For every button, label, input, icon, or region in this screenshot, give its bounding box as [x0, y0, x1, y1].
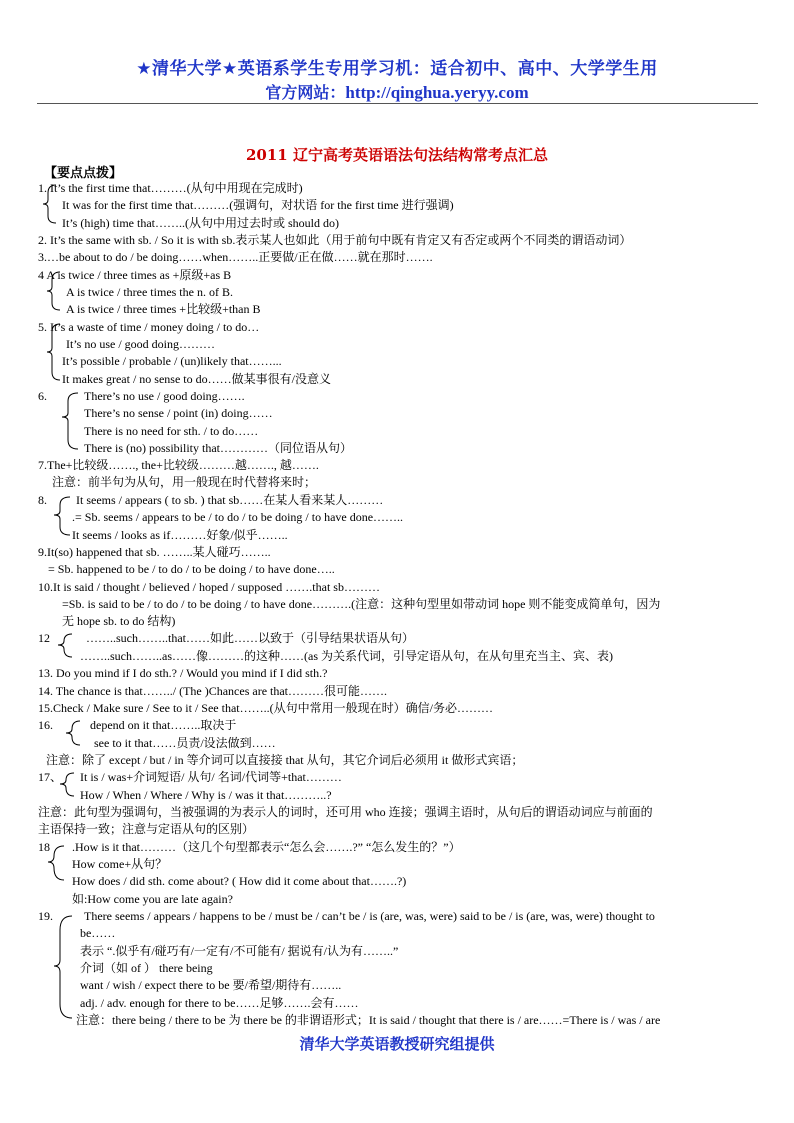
list-item: It’s possible / probable / (un)likely that……...	[62, 354, 282, 368]
list-item: 无 hope sb. to do 结构)	[62, 614, 176, 628]
list-item: It seems / appears ( to sb. ) that sb……在某人看来某人………	[76, 493, 384, 507]
brace-group-8	[54, 497, 70, 535]
list-item: There’s no use / good doing…….	[84, 389, 245, 403]
list-item: 13. Do you mind if I do sth.? / Would you mind if I did sth.?	[38, 666, 328, 680]
list-item: There’s no sense / point (in) doing……	[84, 406, 273, 420]
brace-group-6	[62, 393, 78, 449]
list-item: It is / was+介词短语/ 从句/ 名词/代词等+that………	[80, 770, 342, 784]
list-number: 16.	[38, 718, 53, 732]
list-item: want / wish / expect there to be 要/希望/期待有……..	[80, 978, 342, 992]
list-item: adj. / adv. enough for there to be……足够…….会有……	[80, 996, 359, 1010]
list-item: 7.The+比较级……., the+比较级………越……., 越…….	[38, 458, 319, 472]
list-item: 介词（如 of ） there being	[80, 961, 213, 975]
list-number: 18	[38, 840, 50, 854]
list-item: A is twice / three times +比较级+than B	[66, 302, 261, 316]
list-item: It’s no use / good doing………	[66, 337, 215, 351]
brace-group-4	[47, 272, 60, 310]
note-text: 注意：前半句为从句，用一般现在时代替将来时；	[52, 475, 317, 489]
list-item: ……..such……..that……如此……以致于（引导结果状语从句）	[86, 631, 414, 645]
list-item: How / When / Where / Why is / was it that………..?	[80, 788, 332, 802]
list-item: 9.It(so) happened that sb. ……..某人碰巧……..	[38, 545, 271, 559]
list-number: 6.	[38, 389, 47, 403]
brace-group-18	[48, 846, 64, 880]
brace-group-5	[47, 324, 60, 380]
note-text: 注意：此句型为强调句，当被强调的为表示人的词时，还可用 who 连接；强调主语时，从句后的谓语动词应与前面的	[38, 805, 653, 819]
list-item: 15.Check / Make sure / See to it / See that……..(从句中常用一般现在时）确信/务必………	[38, 701, 493, 715]
list-item: A is twice / three times the n. of B.	[66, 285, 233, 299]
list-item: 1. It’s the first time that………(从句中用现在完成时)	[38, 181, 303, 195]
list-item: ……..such……..as……像………的这种……(as 为关系代词，引导定语从句，在从句里充当主、宾、表)	[80, 649, 613, 663]
list-item: be……	[80, 926, 116, 940]
brace-group-16	[66, 721, 80, 745]
list-item: = Sb. happened to be / to do / to be doing / to have done…..	[48, 562, 335, 576]
list-item: It makes great / no sense to do……做某事很有/没意义	[62, 372, 331, 386]
brace-group-1	[43, 185, 56, 223]
list-item: see to it that……员责/设法做到……	[94, 736, 276, 750]
list-item: There is no need for sth. / to do……	[84, 424, 259, 438]
section-heading: 【要点点拨】	[44, 166, 123, 181]
brace-group-12	[58, 634, 72, 657]
document-title: 2011 辽宁高考英语语法句法结构常考点汇总	[246, 146, 548, 164]
list-item: .How is it that………（这几个句型都表示“怎么会…….?” “怎么发生的？”）	[72, 840, 461, 854]
list-item: 2. It’s the same with sb. / So it is with sb.表示某人也如此（用于前句中既有肯定又有否定或两个不同类的谓语动词）	[38, 233, 632, 247]
note-text: 注意：there being / there to be 为 there be 的非谓语形式；It is said / thought that there is / are……=There is / was / are	[76, 1013, 661, 1027]
list-item: 14. The chance is that……../ (The )Chances are that………很可能…….	[38, 684, 388, 698]
list-item: It’s (high) time that……..(从句中用过去时或 should do)	[62, 216, 339, 230]
list-item: It seems / looks as if………好象/似乎……..	[72, 528, 288, 542]
list-item: 5. It’s a waste of time / money doing / to do…	[38, 320, 260, 334]
list-item: 表示 “.似乎有/碰巧有/一定有/不可能有/ 据说有/认为有……..”	[80, 944, 399, 958]
website-url[interactable]: http://qinghua.yeryy.com	[345, 83, 529, 102]
footer-credit: 清华大学英语教授研究组提供	[299, 1035, 495, 1053]
list-item: There seems / appears / happens to be / must be / can’t be / is (are, was, were) said to be / is (are, was, were) thought to	[84, 909, 655, 923]
header-banner: ★清华大学★英语系学生专用学习机：适合初中、高中、大学学生用	[136, 59, 658, 79]
list-item: How does / did sth. come about? ( How did it come about that…….?)	[72, 874, 407, 888]
list-item: It was for the first time that………(强调句，对状语 for the first time 进行强调)	[62, 198, 454, 212]
list-number: 19.	[38, 909, 53, 923]
list-number: 8.	[38, 493, 47, 507]
list-item: .= Sb. seems / appears to be / to do / to be doing / to have done……..	[72, 510, 404, 524]
list-number: 17、	[38, 770, 63, 784]
list-item: =Sb. is said to be / to do / to be doing / to have done……….(注意：这种句型里如带动词 hope 则不能变成简单句，因为	[62, 597, 661, 611]
list-item: There is (no) possibility that…………（同位语从句）	[84, 441, 352, 455]
brace-group-19	[54, 916, 72, 1018]
list-item: 4 A is twice / three times as +原级+as B	[38, 268, 232, 282]
list-item: How come+从句？	[72, 857, 168, 871]
note-text: 主语保持一致；注意与定语从句的区别）	[38, 822, 255, 836]
website-label: 官方网站：	[265, 83, 346, 102]
list-number: 12	[38, 631, 50, 645]
list-item: 3.…be about to do / be doing……when……..正要做/正在做……就在那时…….	[38, 250, 433, 264]
brace-group-17	[60, 773, 74, 796]
list-item: depend on it that……..取决于	[90, 718, 237, 732]
list-item: 10.It is said / thought / believed / hoped / supposed …….that sb………	[38, 580, 380, 594]
note-text: 注意：除了 except / but / in 等介词可以直接接 that 从句，其它介词后必须用 it 做形式宾语；	[46, 753, 524, 767]
list-item: 如:How come you are late again?	[72, 892, 233, 906]
